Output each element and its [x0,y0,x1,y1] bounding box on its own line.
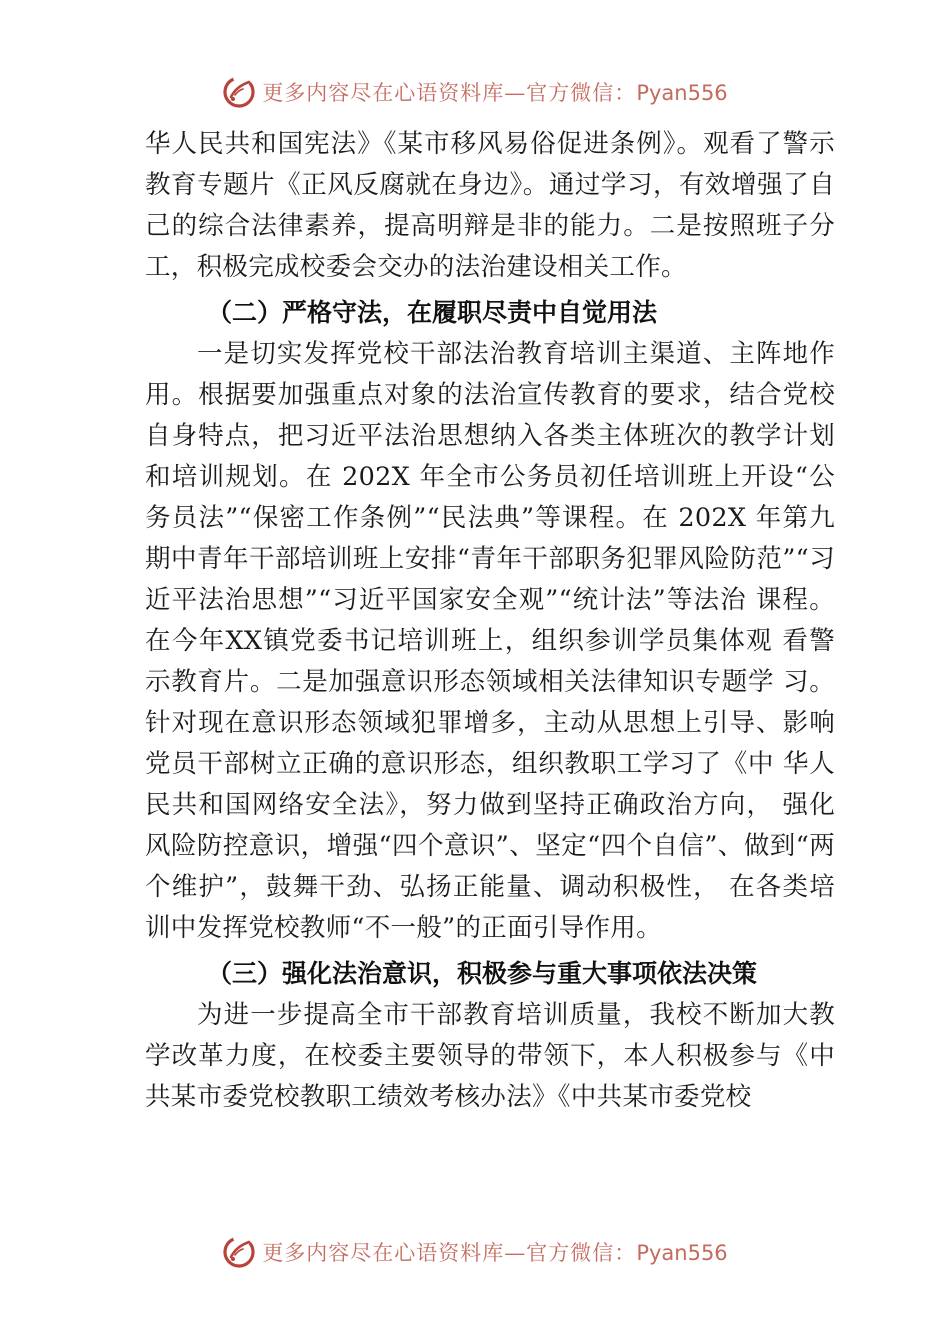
banner-wechat-id: Pyan556 [636,81,728,105]
paragraph-3: 为进一步提高全市干部教育培训质量，我校不断加大教学改革力度，在校委主要领导的带领下，本人积极参与《中共某市委党校教职工绩效考核办法》《中共某市委党校 [145,1000,835,1112]
header-banner [0,70,950,114]
brush-circle-logo-icon [222,75,256,109]
document-body [145,124,835,1118]
paragraph-2: 一是切实发挥党校干部法治教育培训主渠道、主阵地作用。根据要加强重点对象的法治宣传教育的要求，结合党校自身特点，把习近平法治思想纳入各类主体班次的教学计划和培训规划。在 202X 年全市公务员初任培训班上开设“公务员法”“保密工作条例”“民法典”等课程。在 202X 年第九期中青年干部培训班上安排“青年干部职务犯罪风险防范”“习近平法治思想”“习近平国家安全观”“统计法”等法治 课程。在今年XX镇党委书记培训班上，组织参训学员集体观 看警示教育片。二是加强意识形态领域相关法律知识专题学 习。针对现在意识形态领域犯罪增多，主动从思想上引导、影响党员干部树立正确的意识形态，组织教职工学习了《中 华人民共和国网络安全法》，努力做到坚持正确政治方向， 强化风险防控意识，增强“四个意识”、坚定“四个自信”、做到“两个维护”，鼓舞干劲、弘扬正能量、调动积极性， 在各类培训中发挥党校教师“不一般”的正面引导作用。 [145,339,835,943]
footer-banner [0,1230,950,1274]
banner-text [262,1237,727,1267]
paragraph-1: 华人民共和国宪法》《某市移风易俗促进条例》。观看了警示教育专题片《正风反腐就在身边》。通过学习，有效增强了自己的综合法律素养，提高明辩是非的能力。二是按照班子分工，积极完成校委会交办的法治建设相关工作。 [145,129,835,282]
banner-text [262,77,727,107]
banner-main-text: 更多内容尽在心语资料库—官方微信： [262,1241,637,1265]
banner-main-text: 更多内容尽在心语资料库—官方微信： [262,81,637,105]
section-heading-3: （三）强化法治意识，积极参与重大事项依法决策 [207,959,758,988]
section-heading-2: （二）严格守法，在履职尽责中自觉用法 [207,298,658,327]
banner-wechat-id: Pyan556 [636,1241,728,1265]
brush-circle-logo-icon [222,1235,256,1269]
